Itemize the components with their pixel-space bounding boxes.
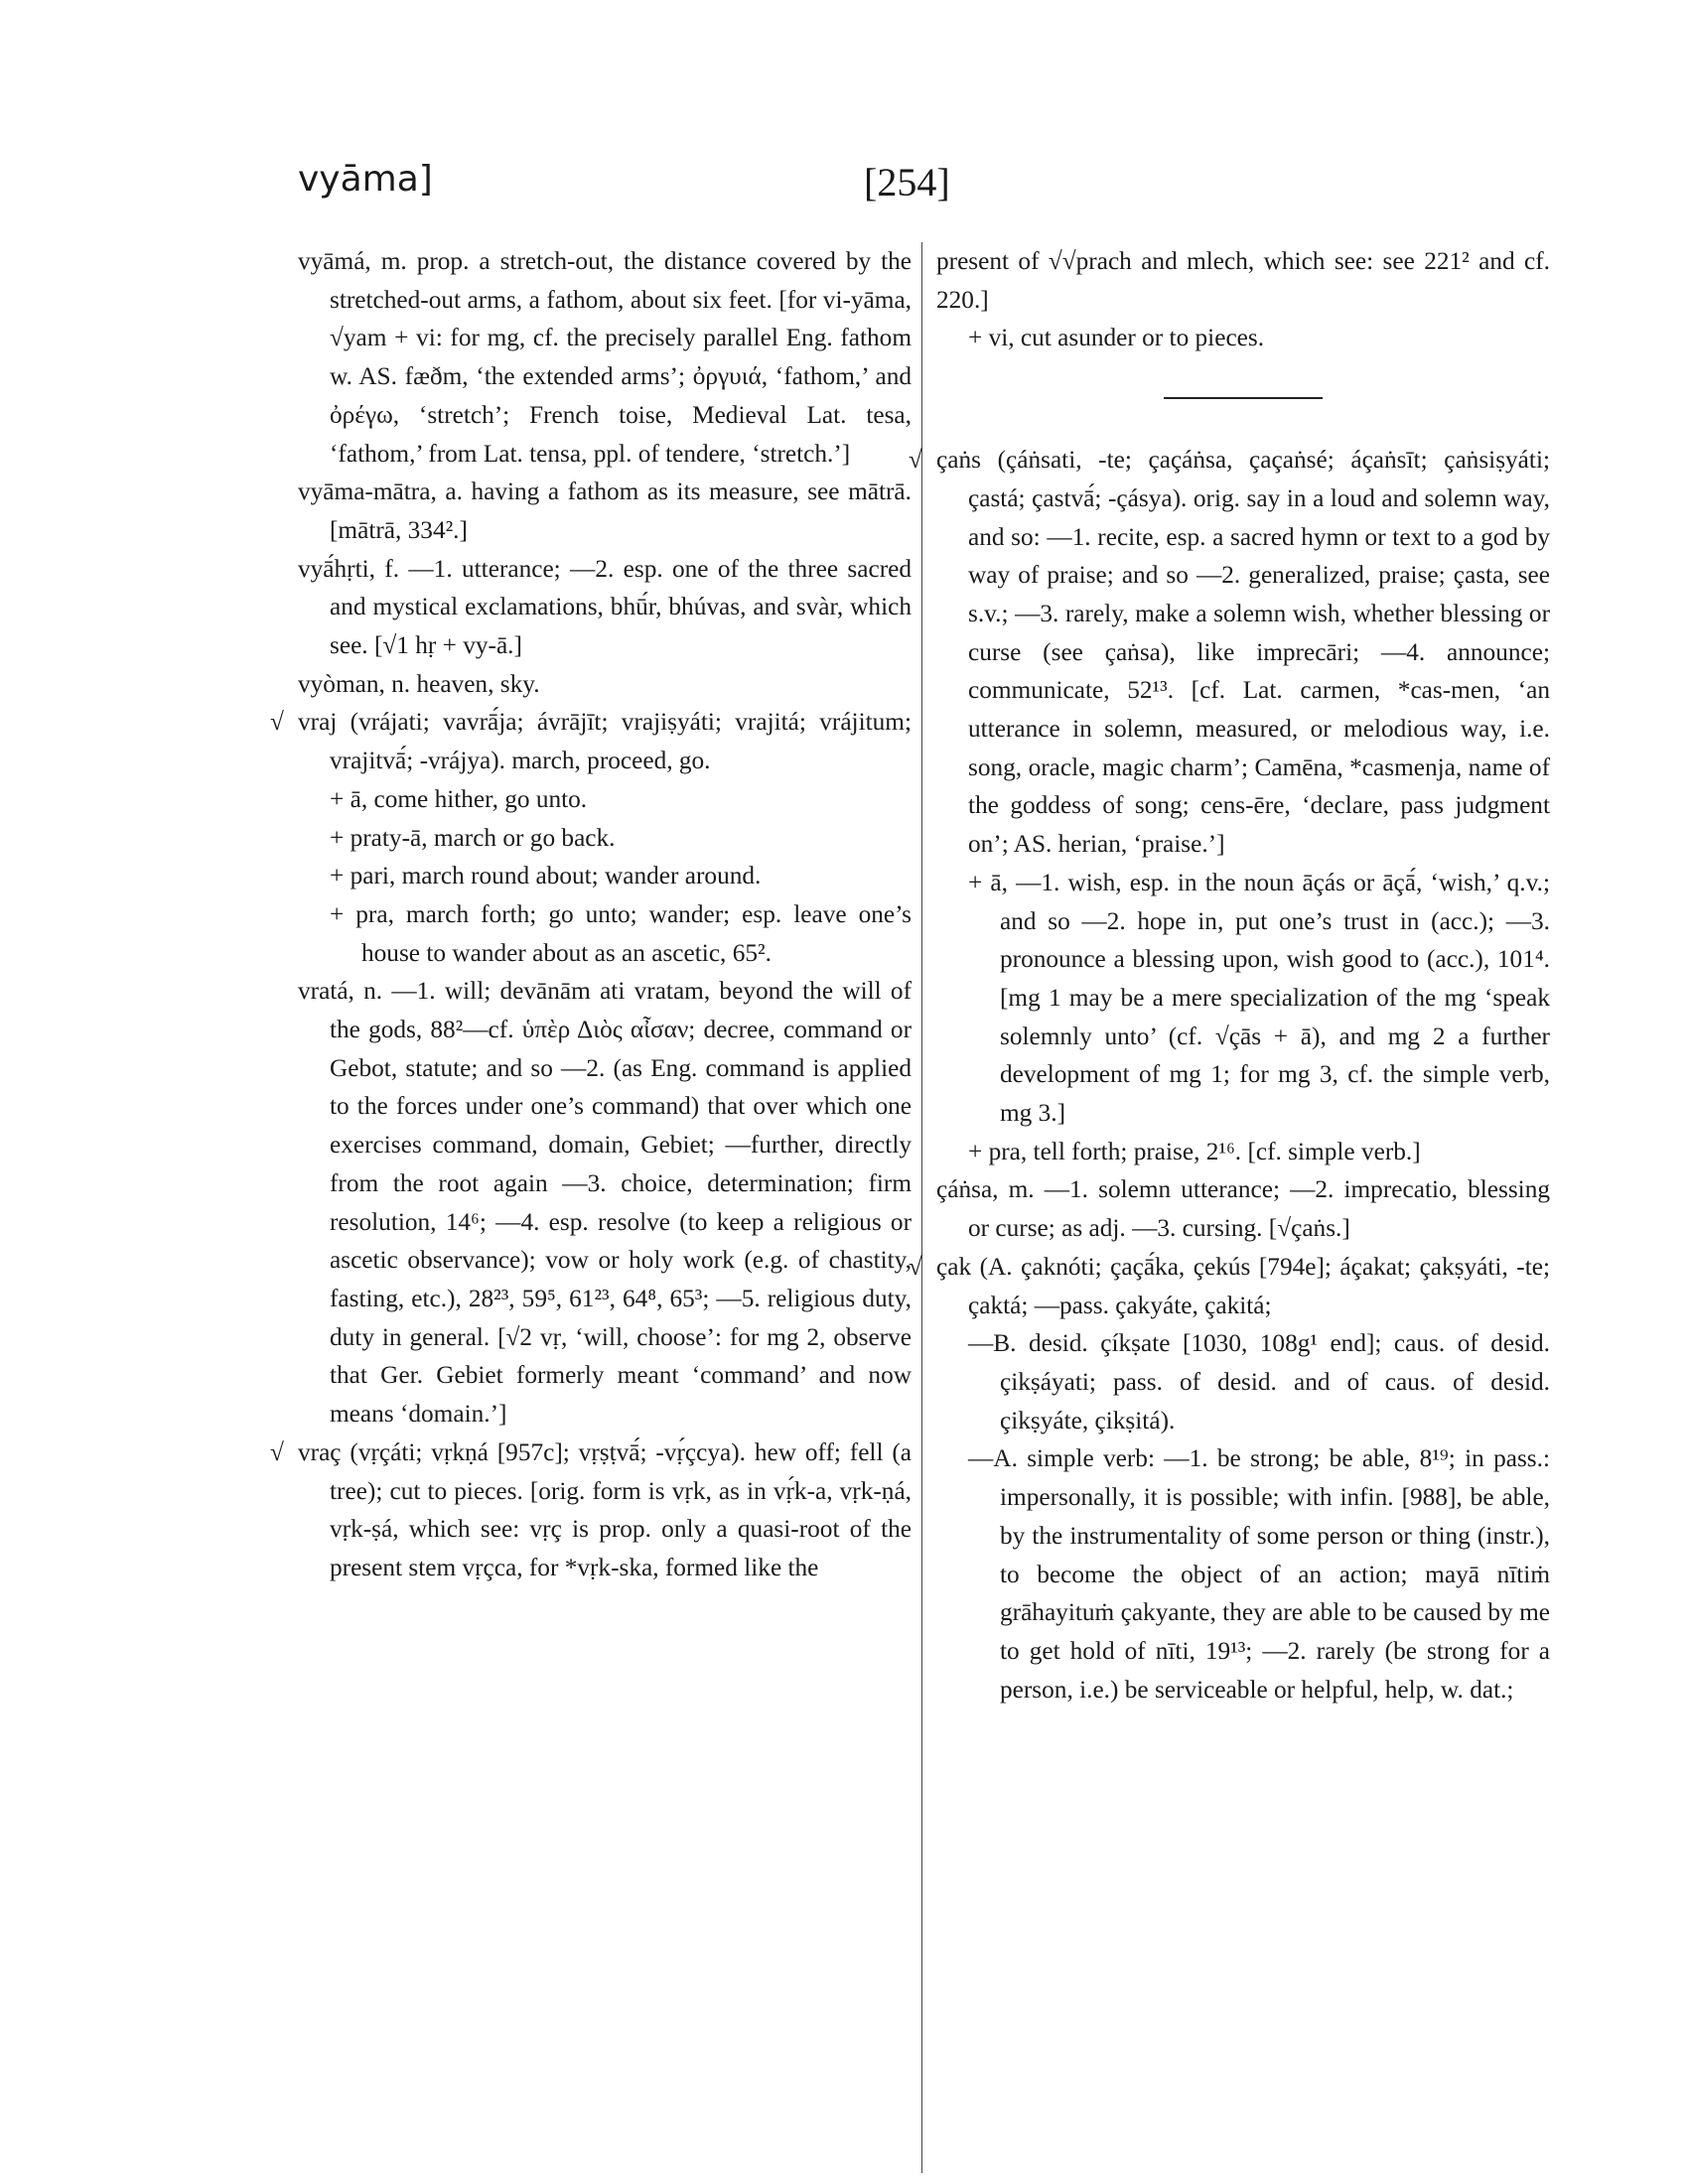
left-column [270, 242, 912, 2173]
subentry-vraj-pari: + pari, march round about; wander around. [330, 862, 762, 890]
root-sign-icon: √ [270, 708, 284, 737]
entry-cans [909, 441, 1550, 864]
running-head: vyāma] [298, 159, 433, 200]
root-sign-icon: √ [270, 1437, 284, 1466]
entry-cans-text: çaṅs (çáṅsati, -te; çaçáṅsa, çaçaṅsé; áçaṅsīt; çaṅsiṣyáti; çastá; çastvā́; -çásya). orig. say in a loud and solemn way, and so: —1. recite, esp. a sacred hymn or text to a god by way of praise; and so —2. generalized, praise; çasta, see s.v.; —3. rarely, make a solemn wish, whether blessing or curse (see çaṅsa), like imprecāri; —4. announce; communicate, 52¹³. [cf. Lat. carmen, *cas-men, ‘an utterance in solemn, measured, or melodious way, i.e. song, oracle, magic charm’; Camēna, *casmenja, name of the goddess of song; cens-ēre, ‘declare, pass judgment on’; AS. herian, ‘praise.’] [936, 446, 1550, 859]
subentry-vrac-vi: + vi, cut asunder or to pieces. [968, 324, 1265, 352]
subentry-cak-desid: —B. desid. çíkṣate [1030, 108g¹ end]; caus. of desid. çikṣáyati; pass. of desid. and of caus. of desid. çikṣyáte, çikṣitá). [968, 1329, 1550, 1434]
subentry-vraj-a: + ā, come hither, go unto. [330, 784, 588, 813]
subentry-cans-pra: + pra, tell forth; praise, 2¹⁶. [cf. simple verb.] [968, 1137, 1421, 1165]
root-sign-icon: √ [909, 1252, 922, 1281]
entry-vrac-text: vraç (vṛçáti; vṛkṇá [957c]; vṛṣṭvā́; -vṛ́çcya). hew off; fell (a tree); cut to pieces. [orig. form is vṛk, as in vṛ́k-a, vṛk-ṇá, vṛk-ṣá, which see: vṛç is prop. only a quasi-root of the present stem vṛçca, for *vṛk-ska, formed like the [298, 1437, 912, 1581]
entry-cak [909, 1248, 1550, 1324]
root-sign-icon: √ [909, 446, 922, 475]
entry-vrata: vratá, n. —1. will; devānām ati vratam, beyond the will of the gods, 88²—cf. ὑπὲρ Διὸς αἶσαν; decree, command or Gebot, statute; and so —2. (as Eng. command is applied to the forces under one’s command) that over which one exercises command, domain, Gebiet; —further, directly from the root again —3. choice, determination; firm resolution, 14⁶; —4. esp. resolve (to keep a religious or ascetic observance); vow or holy work (e.g. of chastity, fasting, etc.), 28²³, 59⁵, 61²³, 64⁸, 65³; —5. religious duty, duty in general. [√2 vṛ, ‘will, choose’: for mg 2, observe that Ger. Gebiet formerly meant ‘command’ and now means ‘domain.’] [298, 977, 912, 1429]
entry-vrac [270, 1433, 912, 1587]
subentry-vraj-praty-a: + praty-ā, march or go back. [330, 823, 616, 852]
entry-vraj-text: vraj (vrájati; vavrā́ja; ávrājīt; vrajiṣyáti; vrajitá; vrájitum; vrajitvā́; -vrájya). march, proceed, go. [298, 708, 912, 775]
entry-vraj [270, 703, 912, 779]
entry-vyama-matra: vyāma-mātra, a. having a fathom as its measure, see mātrā. [mātrā, 334².] [298, 478, 912, 544]
right-column [909, 242, 1550, 2173]
entry-vrac-continued: present of √√prach and mlech, which see: see 221² and cf. 220.] [936, 247, 1550, 314]
entry-cansa: çáṅsa, m. —1. solemn utterance; —2. imprecatio, blessing or curse; as adj. —3. cursing. [√çaṅs.] [936, 1175, 1550, 1243]
subentry-cak-simple: —A. simple verb: —1. be strong; be able, 8¹⁹; in pass.: impersonally, it is possible; with infin. [988], be able, by the instrumentality of some person or thing (instr.), to become the object of an action; mayā nītiṁ grāhayituṁ çakyante, they are able to be caused by me to get hold of nīti, 19¹³; —2. rarely (be strong for a person, i.e.) be serviceable or helpful, help, w. dat.; [968, 1444, 1550, 1704]
subentry-cans-a: + ā, —1. wish, esp. in the noun āçás or āçā́, ‘wish,’ q.v.; and so —2. hope in, put one’s trust in (acc.); —3. pronounce a blessing upon, wish good to (acc.), 101⁴. [mg 1 may be a mere specialization of the mg ‘speak solemnly unto’ (cf. √çās + ā), and mg 2 a further development of mg 1; for mg 3, cf. the simple verb, mg 3.] [968, 868, 1550, 1128]
entry-vyoman: vyòman, n. heaven, sky. [298, 669, 540, 698]
section-separator [1164, 397, 1323, 399]
entry-vyama: vyāmá, m. prop. a stretch-out, the distance covered by the stretched-out arms, a fathom, about six feet. [for vi-yāma, √yam + vi: for mg, cf. the precisely parallel Eng. fathom w. AS. fæðm, ‘the extended arms’; ὀργυιά, ‘fathom,’ and ὀρέγω, ‘stretch’; French toise, Medieval Lat. tesa, ‘fathom,’ from Lat. tensa, ppl. of tendere, ‘stretch.’] [298, 247, 912, 468]
column-divider [921, 242, 922, 2173]
entry-cak-text: çak (A. çaknóti; çaçā́ka, çekús [794e]; áçakat; çakṣyáti, -te; çaktá; —pass. çakyáte, çakitá; [936, 1252, 1550, 1319]
page-number: [254] [864, 160, 950, 205]
entry-vyahrti: vyā́hṛti, f. —1. utterance; —2. esp. one of the three sacred and mystical exclamations, bhū́r, bhúvas, and svàr, which see. [√1 hṛ + vy-ā.] [298, 554, 912, 660]
subentry-vraj-pra: + pra, march forth; go unto; wander; esp. leave one’s house to wander about as an ascetic, 65². [330, 899, 912, 967]
page-header [0, 159, 1688, 218]
